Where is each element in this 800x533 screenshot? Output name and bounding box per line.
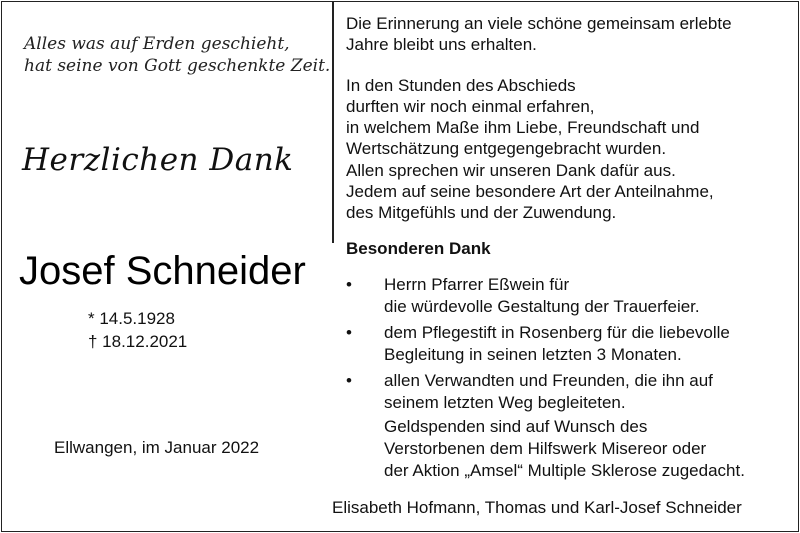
- list-item-line: Begleitung in seinen letzten 3 Monaten.: [384, 345, 682, 364]
- intro-text: [346, 13, 796, 224]
- donation-note: [384, 416, 745, 482]
- intro-line: Jedem auf seine besondere Art der Anteilnahme,: [346, 182, 714, 202]
- death-date: † 18.12.2021: [88, 332, 188, 351]
- place-and-date: Ellwangen, im Januar 2022: [54, 438, 260, 457]
- donation-line: Geldspenden sind auf Wunsch des: [384, 417, 648, 436]
- list-item-line: Herrn Pfarrer Eßwein für: [384, 275, 570, 294]
- list-item-line: die würdevolle Gestaltung der Trauerfeier.: [384, 297, 700, 316]
- donation-line: der Aktion „Amsel“ Multiple Sklerose zugedacht.: [384, 461, 745, 480]
- intro-line: Jahre bleibt uns erhalten.: [346, 35, 537, 55]
- special-thanks-title: Besonderen Dank: [346, 239, 491, 258]
- list-item-line: dem Pflegestift in Rosenberg für die liebevolle: [384, 323, 730, 342]
- motto-line: Alles was auf Erden geschieht,: [24, 34, 290, 54]
- deceased-name: Josef Schneider: [19, 249, 306, 293]
- obituary-notice: [1, 1, 799, 532]
- bullet-icon: •: [346, 323, 352, 342]
- life-dates: [88, 307, 187, 353]
- intro-line: Wertschätzung entgegengebracht wurden.: [346, 139, 667, 159]
- motto-line: hat seine von Gott geschenkte Zeit.: [24, 56, 331, 76]
- thanks-heading: Herzlichen Dank: [22, 142, 294, 178]
- birth-date: * 14.5.1928: [88, 309, 175, 328]
- intro-line: durften wir noch einmal erfahren,: [346, 96, 595, 116]
- bullet-icon: •: [346, 371, 352, 390]
- list-item-line: allen Verwandten und Freunden, die ihn auf: [384, 371, 713, 390]
- vertical-divider: [332, 2, 334, 243]
- intro-line: Die Erinnerung an viele schöne gemeinsam erlebte: [346, 14, 732, 33]
- list-item-line: seinem letzten Weg begleiteten.: [384, 393, 626, 412]
- bullet-icon: •: [346, 275, 352, 294]
- intro-line: des Mitgefühls und der Zuwendung.: [346, 203, 617, 223]
- motto: [24, 33, 331, 77]
- donation-line: Verstorbenen dem Hilfswerk Misereor oder: [384, 439, 707, 458]
- intro-line: Allen sprechen wir unseren Dank dafür aus.: [346, 160, 676, 180]
- intro-line: in welchem Maße ihm Liebe, Freundschaft und: [346, 118, 700, 138]
- intro-line: In den Stunden des Abschieds: [346, 75, 576, 95]
- family-signature: Elisabeth Hofmann, Thomas und Karl-Josef Schneider: [332, 498, 742, 517]
